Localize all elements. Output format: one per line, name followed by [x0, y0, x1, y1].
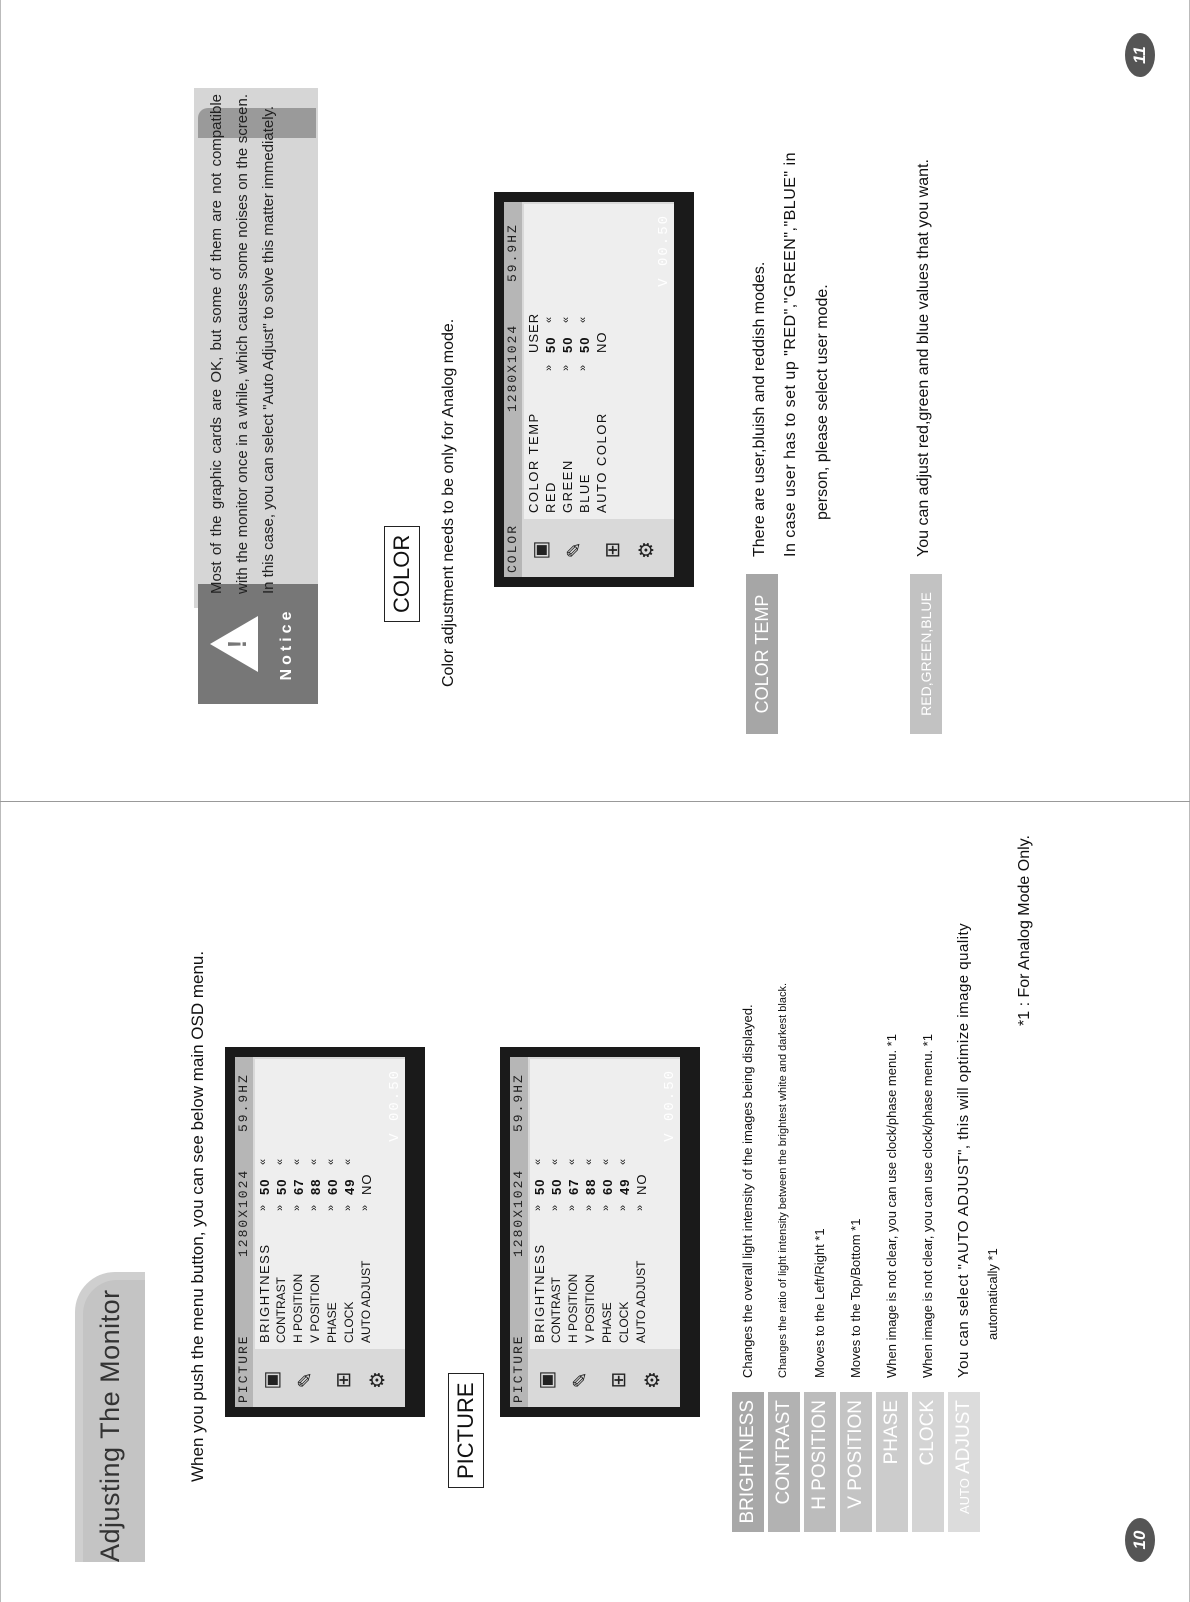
monitor-icon: ▣	[536, 1370, 558, 1390]
osd-list	[255, 1059, 405, 1349]
osd-row: AUTO ADJUST » NO	[634, 1173, 649, 1343]
color-intro: Color adjustment needs to be only for Analog mode.	[440, 318, 457, 687]
osd-version: V 00.50	[662, 1069, 678, 1142]
desc-brightness: Changes the overall light intensity of the images being displayed.	[740, 1004, 755, 1378]
osd-row: RED » 50 «	[543, 315, 558, 513]
osd-row: CONTRAST » 50 «	[274, 1158, 289, 1343]
desc-clock: When image is not clear, you can use clock/phase menu. *1	[920, 1034, 935, 1378]
palette-icon: ✎	[564, 541, 586, 559]
osd-row: V POSITION » 88 «	[308, 1158, 323, 1343]
page-title: Adjusting The Monitor	[95, 1289, 125, 1562]
desc-contrast: Changes the ratio of light intensity between the brightest white and darkest black.	[777, 982, 789, 1378]
osd-icon-column	[253, 1352, 405, 1407]
desc-auto-adjust: You can select "AUTO ADJUST", this will optimize image quality	[955, 922, 972, 1378]
desc-phase: When image is not clear, you can use clock/phase menu. *1	[884, 1034, 899, 1378]
osd-version: V 00.50	[656, 214, 672, 287]
section-label-picture: PICTURE	[448, 1373, 484, 1488]
osd-row: COLOR TEMP USER	[526, 312, 541, 513]
label-brightness: BRIGHTNESS	[732, 1392, 764, 1532]
label-phase: PHASE	[876, 1392, 908, 1532]
color-temp-line2: In case user has to set up "RED","GREEN","BLUE" in	[782, 151, 799, 557]
osd-header: COLOR 1280X1024 59.9HZ	[504, 202, 522, 577]
notice-word: Notice	[278, 607, 295, 681]
osd-icon-column	[522, 522, 674, 577]
osd-menu-name: PICTURE	[236, 1334, 251, 1403]
osd-picture-screen	[225, 1047, 425, 1417]
label-contrast: CONTRAST	[768, 1392, 800, 1532]
palette-icon: ✎	[570, 1371, 592, 1389]
osd-row: AUTO COLOR NO	[594, 331, 609, 513]
color-temp-line3: person, please select user mode.	[814, 284, 831, 520]
label-clock: CLOCK	[912, 1392, 944, 1532]
label-color-temp: COLOR TEMP	[746, 574, 778, 734]
desc-v-position: Moves to the Top/Bottom *1	[848, 1218, 863, 1378]
osd-row: AUTO ADJUST » NO	[359, 1173, 374, 1343]
osd-row: PHASE » 60 «	[325, 1158, 340, 1343]
windows-icon: ⊞	[602, 541, 624, 559]
osd-row: V POSITION » 88 «	[583, 1158, 598, 1343]
desc-h-position: Moves to the Left/Right *1	[812, 1228, 827, 1378]
osd-row: GREEN » 50 «	[560, 315, 575, 513]
windows-icon: ⊞	[333, 1371, 355, 1389]
osd-frequency: 59.9HZ	[236, 1073, 251, 1132]
osd-icon-column	[528, 1352, 680, 1407]
osd-row: BLUE » 50 «	[577, 315, 592, 513]
label-v-position: V POSITION	[840, 1392, 872, 1532]
page-number-right: 11	[1125, 33, 1155, 77]
color-temp-line1: There are user,bluish and reddish modes.	[751, 261, 768, 557]
osd-header: PICTURE 1280X1024 59.9HZ	[510, 1057, 528, 1407]
label-rgb: RED,GREEN,BLUE	[910, 574, 942, 734]
monitor-icon: ▣	[530, 540, 552, 560]
osd-resolution: 1280X1024	[236, 1168, 251, 1257]
tools-icon: ⚙	[642, 1371, 664, 1389]
intro-text: When you push the menu button, you can see below main OSD menu.	[188, 950, 207, 1482]
rgb-text: You can adjust red,green and blue values that you want.	[915, 159, 932, 557]
osd-list	[524, 204, 674, 519]
notice-badge	[198, 584, 318, 704]
osd-row: BRIGHTNESS » 50 «	[532, 1157, 547, 1343]
osd-row: H POSITION » 67 «	[291, 1158, 306, 1343]
windows-icon: ⊞	[608, 1371, 630, 1389]
osd-row: CLOCK » 49 «	[342, 1158, 357, 1343]
tools-icon: ⚙	[636, 541, 658, 559]
osd-row: H POSITION » 67 «	[566, 1158, 581, 1343]
label-h-position: H POSITION	[804, 1392, 836, 1532]
osd-row: BRIGHTNESS » 50 «	[257, 1157, 272, 1343]
osd-version: V 00.50	[387, 1069, 403, 1142]
footnote: *1 : For Analog Mode Only.	[1016, 835, 1033, 1026]
label-auto-adjust: AUTO ADJUST	[948, 1392, 980, 1532]
page-divider	[0, 801, 1190, 802]
osd-row: CONTRAST » 50 «	[549, 1158, 564, 1343]
page-number-left: 10	[1125, 1518, 1155, 1562]
tools-icon: ⚙	[367, 1371, 389, 1389]
osd-header	[235, 1057, 253, 1407]
section-label-color: COLOR	[384, 526, 420, 622]
osd-row: PHASE » 60 «	[600, 1158, 615, 1343]
osd-row: CLOCK » 49 «	[617, 1158, 632, 1343]
osd-picture-screen-2	[500, 1047, 700, 1417]
osd-color-screen	[494, 192, 694, 587]
palette-icon: ✎	[295, 1371, 317, 1389]
notice-text: Most of the graphic cards are OK, but some of them are not compatible with the monitor once in a while, which causes some noises on the screen. In this case, you can select "Auto Adjust" to solve this matter immediately.	[208, 94, 277, 594]
osd-list	[530, 1059, 680, 1349]
exclamation-icon: !	[222, 639, 252, 649]
monitor-icon: ▣	[261, 1370, 283, 1390]
desc-auto-adjust-line2: automatically *1	[985, 1248, 1000, 1340]
